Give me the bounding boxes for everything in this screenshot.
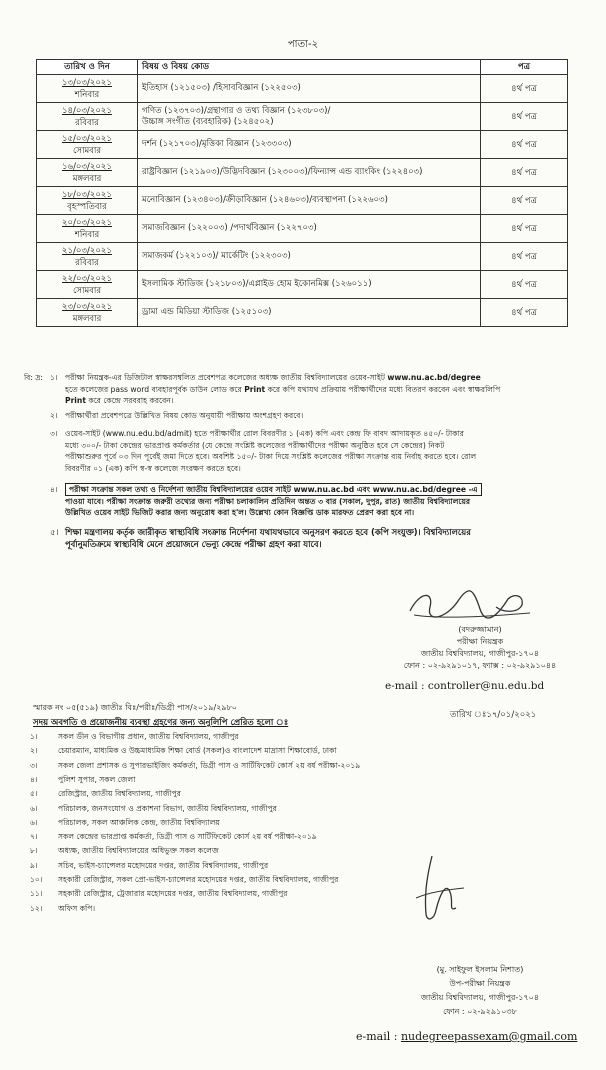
- row-date: ১৪/০৩/২০২১ রবিবার: [37, 103, 138, 131]
- note-text: পরীক্ষা নিয়ন্ত্রক-এর ডিজিটাল স্বাক্ষরসম্বলিত প্রবেশপত্র কলেজের অধ্যক্ষ জাতীয় বিশ্ববিদ্যালয়ের ওয়েব-সাইট www.nu.ac.bd/degree হতে কলেজের pass word ব্যবহারপূর্বক ডাউন লোড করে Print করে কপি যথাযথ প্রক্রিয়ায় পরীক্ষার্থীদের মধ্যে বিতরণ করবেন এবং স্বাক্ষরলিপি Print করে কেন্দ্রে সরবরাহ করবেন।: [65, 373, 501, 405]
- row-paper: ৪র্থ পত্র: [481, 159, 568, 187]
- table-row: [37, 131, 568, 159]
- row-subject: মনোবিজ্ঞান (১২৩৪০৩)/ক্রীড়াবিজ্ঞান (১২৪৬০৩)/ব্যবস্থাপনা (১২২৬০৩): [138, 187, 481, 215]
- list-item-number: ৬।: [30, 817, 38, 827]
- row-paper: ৪র্থ পত্র: [481, 103, 568, 131]
- row-subject: সমাজবিজ্ঞান (১২২০০৩) /পদার্থবিজ্ঞান (১২২৭০৩): [138, 215, 481, 243]
- list-item-text: সহকারী রেজিস্ট্রার, সকল প্রো-ভাইস-চ্যান্সেলর মহোদয়ের দপ্তর, জাতীয় বিশ্ববিদ্যালয়, গাজীপুর: [58, 875, 339, 884]
- row-subject: সমাজকর্ম (১২২১০৩)/ মার্কেটিং (১২২৩০৩): [138, 243, 481, 271]
- row-paper: ৪র্থ পত্র: [481, 243, 568, 271]
- forward-heading: সদয় অবগতি ও প্রয়োজনীয় ব্যবস্থা গ্রহণের জন্য অনুলিপি প্রেরিত হলো ঃ: [33, 718, 289, 728]
- table-row: [37, 75, 568, 103]
- row-paper: ৪র্থ পত্র: [481, 299, 568, 327]
- list-item: [30, 731, 550, 745]
- exam-email-link[interactable]: nudegreepassexam@gmail.com: [400, 1030, 578, 1043]
- list-item-number: ২।: [30, 746, 38, 756]
- list-item-text: রেজিস্ট্রার, জাতীয় বিশ্ববিদ্যালয়, গাজীপুর: [58, 789, 181, 799]
- list-item: [30, 774, 550, 788]
- signatory-2-name: (মু. সাইফুল ইসলাম নিশাত): [436, 965, 524, 974]
- table-header-row: [37, 60, 568, 75]
- signatory-1-phone: ফোন : ০২-৯২৯১০১৭, ফ্যাক্স : ০২-৯২৯১০৪৪: [403, 661, 557, 670]
- list-item-number: ৪।: [30, 774, 38, 784]
- list-item-text: সহকারী রেজিস্ট্রার, ট্রেজারার মহোদয়ের দপ্তর, জাতীয় বিশ্ববিদ্যালয়, গাজীপুর: [58, 889, 288, 899]
- row-paper: ৪র্থ পত্র: [481, 75, 568, 103]
- row-date: ২৩/০৩/২০২১ মঙ্গলবার: [37, 299, 138, 327]
- signatory-2-phone: ফোন : ০২-৯২৯১০৩৮: [443, 1007, 517, 1016]
- signatory-1-email: e-mail : controller@nu.edu.bd: [385, 680, 545, 692]
- row-subject: ইসলামিক স্টাডিজ (১২১৮০৩)/এপ্লাইড হোম ইকোনমিক্স (১২৬০১১): [138, 271, 481, 299]
- table-row: [37, 215, 568, 243]
- note-number: ১।: [50, 373, 58, 382]
- row-date: ১৬/০৩/২০২১ মঙ্গলবার: [37, 159, 138, 187]
- list-item-text: চেয়ারম্যান, মাধ্যমিক ও উচ্চমাধ্যমিক শিক্ষা বোর্ড (সকল)ও বাংলাদেশ মাদ্রাসা শিক্ষাবোর্ড, ঢাকা: [58, 746, 337, 756]
- list-item-number: ৫।: [30, 789, 38, 799]
- row-paper: ৪র্থ পত্র: [481, 131, 568, 159]
- list-item-number: ৬।: [30, 803, 38, 813]
- memo-reference: স্মারক নং ০৫(৫১৯) জাতীঃ বিঃ/পরীঃ/ডিগ্রী পাস/২০১৯/২৯৮০: [33, 703, 237, 712]
- list-item-number: ১২।: [30, 903, 43, 913]
- signatory-1-name: (বদরুজ্জামান): [458, 625, 502, 634]
- table-body: [37, 75, 568, 327]
- signatory-1-org: জাতীয় বিশ্ববিদ্যালয়, গাজীপুর-১৭০৪: [420, 649, 540, 658]
- table-row: [37, 299, 568, 327]
- list-item-text: সকল কেন্দ্রের ভারপ্রাপ্ত কর্মকর্তা, ডিগ্রী পাস ও সার্টিফিকেট কোর্স ২য় বর্ষ পরীক্ষা-২০১৯: [58, 832, 317, 842]
- list-item: [30, 817, 550, 831]
- list-item-number: ১১।: [30, 889, 43, 899]
- row-paper: ৪র্থ পত্র: [481, 271, 568, 299]
- list-item-text: সচিব, ভাইস-চ্যান্সেলর মহোদয়ের দপ্তর, জাতীয় বিশ্ববিদ্যালয়, গাজীপুর: [58, 860, 269, 870]
- row-paper: ৪র্থ পত্র: [481, 187, 568, 215]
- list-item-text: সকল ডীন ও বিভাগীয় প্রধান, জাতীয় বিশ্ববিদ্যালয়, গাজীপুর: [58, 732, 239, 741]
- list-item: [30, 745, 550, 759]
- list-item-text: অধ্যক্ষ, জাতীয় বিশ্ববিদ্যালয়ের অধিভুক্ত সকল কলেজ: [58, 846, 219, 856]
- row-date: ১৩/০৩/২০২১ শনিবার: [37, 75, 138, 103]
- list-item: [30, 874, 550, 888]
- list-item-number: ১০।: [30, 875, 43, 884]
- list-item: [30, 788, 550, 802]
- controller-signature: [400, 585, 540, 625]
- signatory-2: [380, 963, 580, 1019]
- row-paper: ৪র্থ পত্র: [481, 215, 568, 243]
- list-item: [30, 860, 550, 874]
- table-row: [37, 159, 568, 187]
- signatory-1: [380, 624, 580, 672]
- table-row: [37, 103, 568, 131]
- row-subject: দর্শন (১২১৭০৩)/মৃত্তিকা বিজ্ঞান (১২৩৩০৩): [138, 131, 481, 159]
- row-date: ২০/০৩/২০২১ শনিবার: [37, 215, 138, 243]
- list-item: [30, 888, 550, 902]
- exam-schedule-table: [36, 59, 568, 327]
- list-item: [30, 760, 550, 774]
- list-item-text: পরিচালক, জনসংযোগ ও প্রকাশনা বিভাগ, জাতীয় বিশ্ববিদ্যালয়, গাজীপুর: [58, 803, 277, 813]
- row-date: ১৮/০৩/২০২১ বৃহস্পতিবার: [37, 187, 138, 215]
- list-item-text: সকল জেলা প্রশাসক ও সুপারভাইজিং কর্মকর্তা, ডিগ্রী পাস ও সার্টিফিকেট কোর্স ২য় বর্ষ পরীক্ষা-২০১৯: [58, 760, 361, 770]
- row-subject: ড্রামা এন্ড মিডিয়া স্টাডিজ (১২৫১০৩): [138, 299, 481, 327]
- header-paper: পত্র: [481, 60, 568, 75]
- table-row: [37, 187, 568, 215]
- signatory-2-org: জাতীয় বিশ্ববিদ্যালয়, গাজীপুর-১৭০৪: [420, 993, 540, 1002]
- list-item: [30, 845, 550, 859]
- deputy-controller-signature: [410, 852, 470, 927]
- row-date: ২২/০৩/২০২১ সোমবার: [37, 271, 138, 299]
- notes-heading: বি: দ্র:: [24, 373, 43, 382]
- list-item: [30, 803, 550, 817]
- row-date: ১৫/০৩/২০২১ সোমবার: [37, 131, 138, 159]
- document-page: পাতা-২ তারিখ ও দিন বিষয় ও বিষয় কোড পত্র ১৩/০৩/২০২১ শনিবার ইতিহাস (১২১৫০৩) /হিসাববিজ্ঞান (১২২৫০৩) ৪র্থ পত্র ১৪/০৩/২০২১ রবিবার গণিত (১২৩৭০৩)/গ্রন্থাগার ও তথ্য বিজ্ঞান (১২৩৮০৩)/ উচ্চাঙ্গ সংগীত (ব্যবহারিক) (১২৪৫০২) ৪র্থ পত্র ১৫/০৩/২০২১ সোমবার দর্শন (১২১৭০৩)/মৃত্তিকা বিজ্ঞান (১২৩৩০৩) ৪র্থ পত্র ১৬/০৩/২০২১ মঙ্গলবার রাষ্ট্রবিজ্ঞান (১২১৯০৩)/উদ্ভিদবিজ্ঞান (১২৩০০৩)/ফিন্যান্স এন্ড ব্যাংকিং (১২২৪০৩) ৪র্থ পত্র ১৮/০৩/২০২১ বৃহস্পতিবার মনোবিজ্ঞান (১২৩৪০৩)/ক্রীড়াবিজ্ঞান (১২৪৬০৩)/ব্যবস্থাপনা (১২২৬০৩) ৪র্থ পত্র ২০/০৩/২০২১ শনিবার সমাজবিজ্ঞান (১২২০০৩) /পদার্থবিজ্ঞান (১২২৭০৩) ৪র্থ পত্র ২১/০৩/২০২১ রবিবার সমাজকর্ম (১২২১০৩)/ মার্কেটিং (১২২৩০৩) ৪র্থ পত্র ২২/০৩/২০২১ সোমবার ইসলামিক স্টাডিজ (১২১৮০৩)/এপ্লাইড হোম ইকোনমিক্স (১২৬০১১) ৪র্থ পত্র ২৩/০৩/২০২১ মঙ্গলবার ড্রামা এন্ড মিডিয়া স্টাডিজ (১২৫১০৩) ৪র্থ পত্র বি: দ্র: ১। পরীক্ষা নিয়ন্ত্রক-এর ডিজিটাল স্বাক্ষরসম্বলিত প্রবেশপত্র কলেজের অধ্যক্ষ জাতীয় বিশ্ববিদ্যালয়ের ওয়েব-সাইট www.nu.ac.bd/degree হতে কলেজের pass word ব্যবহারপূর্বক ডাউন লোড করে Print করে কপি যথাযথ প্রক্রিয়ায় পরীক্ষার্থীদের মধ্যে বিতরণ করবেন এবং স্বাক্ষরলিপি Print করে কেন্দ্রে সরবরাহ করবেন। ২। পরীক্ষার্থীরা প্রবেশপত্রে উল্লিখিত বিষয় কোড অনুযায়ী পরীক্ষায় অংশগ্রহণ করবে। ৩। ওয়েব-সাইট (www.nu.edu.bd/admit) হতে পরীক্ষার্থীর রোল বিবরণীর ১ (এক) কপি এবং কেন্দ্র ফি বাবদ আদায়কৃত ৪৫০/- টাকার মধ্যে ৩০০/- টাকা কেন্দ্রের ভারপ্রাপ্ত কর্মকর্তার (যে কেন্দ্রে সংশ্লিষ্ট কলেজের পরীক্ষার্থীদের পরীক্ষা অনুষ্ঠিত হবে সে কেন্দ্রের) নিকট পরীক্ষাশুরুর পূর্বে ০৩ দিন পূর্বেই জমা দিতে হবে। অবশিষ্ট ১৫০/- টাকা দিয়ে সংশ্লিষ্ট কলেজের পরীক্ষা সংক্রান্ত ব্যয় নির্বাহ করতে হবে। রোল বিবরণীর ০১ (এক) কপি স্ব-স্ব কলেজে সংরক্ষণ করতে হবে। ৪। পরীক্ষা সংক্রান্ত সকল তথ্য ও নির্দেশনা জাতীয় বিশ্ববিদ্যালয়ের ওয়েব সাইট www.nu.ac.bd এবং www.nu.ac.bd/degree -এ পাওয়া যাবে। পরীক্ষা সংক্রান্ত জরুরী তথ্যের জন্য পরীক্ষা চলাকালিন প্রতিদিন অন্তত ৩ বার (সকাল, দুপুর, রাত) জাতীয় বিশ্ববিদ্যালয়ের উল্লিখিত ওয়েব সাইট ভিজিট করার জন্য অনুরোধ করা হ'ল। উল্লেখ্য কোন বিজ্ঞপ্তি ডাক মারফত প্রেরণ করা হবে না। ৫। শিক্ষা মন্ত্রণালয় কর্তৃক জারীকৃত স্বাস্থ্যবিধি সংক্রান্ত নির্দেশনা যথাযথভাবে অনুসরণ করতে হবে (কপি সংযুক্ত)। বিশ্ববিদ্যালয়ের পূর্বানুমতিক্রমে স্বাস্থ্যবিধি মেনে প্রয়োজনে ভেন্যু কেন্দ্রে পরীক্ষা গ্রহণ করা যাবে। (বদরুজ্জামান) পরীক্ষা নিয়ন্ত্রক জাতীয় বিশ্ববিদ্যালয়, গাজীপুর-১৭০৪ ফোন : ০২-৯২৯১০১৭, ফ্যাক্স : ০২-৯২৯১০৪৪ e-mail : controller@nu.edu.bd স্মারক নং ০৫(৫১৯) জাতীঃ বিঃ/পরীঃ/ডিগ্রী পাস/২০১৯/২৯৮০ তারিখ ঃ১৭/০১/২০২১ সদয় অবগতি ও প্রয়োজনীয় ব্যবস্থা গ্রহণের জন্য অনুলিপি প্রেরিত হলো ঃ ১। সকল ডীন ও বিভাগীয় প্রধান, জাতীয় বিশ্ববিদ্যালয়, গাজীপুর ২। চেয়ারম্যান, মাধ্যমিক ও উচ্চমাধ্যমিক শিক্ষা বোর্ড (সকল)ও বাংলাদেশ মাদ্রাসা শিক্ষাবোর্ড, ঢাকা ৩। সকল জেলা প্রশাসক ও সুপারভাইজিং কর্মকর্তা, ডিগ্রী পাস ও সার্টিফিকেট কোর্স ২য় বর্ষ পরীক্ষা-২০১৯ ৪। পুলিশ সুপার, সকল জেলা ৫। রেজিস্ট্রার, জাতীয় বিশ্ববিদ্যালয়, গাজীপুর ৬। পরিচালক, জনসংযোগ ও প্রকাশনা বিভাগ, জাতীয় বিশ্ববিদ্যালয়, গাজীপুর ৬। পরিচালক, সকল আঞ্চলিক কেন্দ্র, জাতীয় বিশ্ববিদ্যালয় ৭। সকল কেন্দ্রের ভারপ্রাপ্ত কর্মকর্তা, ডিগ্রী পাস ও সার্টিফিকেট কোর্স ২য় বর্ষ পরীক্ষা-২০১৯ ৮। অধ্যক্ষ, জাতীয় বিশ্ববিদ্যালয়ের অধিভুক্ত সকল কলেজ ৯। সচিব, ভাইস-চ্যান্সেলর মহোদয়ের দপ্তর, জাতীয় বিশ্ববিদ্যালয়, গাজীপুর ১০। সহকারী রেজিস্ট্রার, সকল প্রো-ভাইস-চ্যান্সেলর মহোদয়ের দপ্তর, জাতীয় বিশ্ববিদ্যালয়, গাজীপুর ১১। সহকারী রেজিস্ট্রার, ট্রেজারার মহোদয়ের দপ্তর, জাতীয় বিশ্ববিদ্যালয়, গাজীপুর ১২। অফিস কপি। (মু. সাইফুল ইসলাম নিশাত) উপ-পরীক্ষা নিয়ন্ত্রক জাতীয় বিশ্ববিদ্যালয়, গাজীপুর-১৭০৪ ফোন : ০২-৯২৯১০৩৮ e-mail : nudegreepassexam@gmail.com: [0, 0, 606, 1070]
- row-date: ২১/০৩/২০২১ রবিবার: [37, 243, 138, 271]
- list-item: [30, 903, 550, 917]
- list-item-number: ৩।: [30, 760, 38, 770]
- list-item-number: ১।: [30, 732, 38, 741]
- list-item-number: ৭।: [30, 832, 38, 842]
- table-row: [37, 271, 568, 299]
- list-item-text: অফিস কপি।: [58, 903, 96, 913]
- signatory-2-email: e-mail : nudegreepassexam@gmail.com: [356, 1030, 578, 1043]
- degree-url: www.nu.ac.bd/degree: [387, 373, 481, 382]
- list-item: [30, 831, 550, 845]
- signatory-1-title: পরীক্ষা নিয়ন্ত্রক: [456, 637, 504, 646]
- page-number: পাতা-২: [287, 39, 319, 50]
- header-date: তারিখ ও দিন: [37, 60, 138, 75]
- list-item-text: পরিচালক, সকল আঞ্চলিক কেন্দ্র, জাতীয় বিশ্ববিদ্যালয়: [58, 817, 220, 827]
- list-item-number: ৮।: [30, 846, 38, 856]
- row-subject: রাষ্ট্রবিজ্ঞান (১২১৯০৩)/উদ্ভিদবিজ্ঞান (১২৩০০৩)/ফিন্যান্স এন্ড ব্যাংকিং (১২২৪০৩): [138, 159, 481, 187]
- list-item-number: ৯।: [30, 860, 38, 870]
- header-subject: বিষয় ও বিষয় কোড: [138, 60, 481, 75]
- row-subject: ইতিহাস (১২১৫০৩) /হিসাববিজ্ঞান (১২২৫০৩): [138, 75, 481, 103]
- row-subject: গণিত (১২৩৭০৩)/গ্রন্থাগার ও তথ্য বিজ্ঞান (১২৩৮০৩)/ উচ্চাঙ্গ সংগীত (ব্যবহারিক) (১২৪৫০২): [138, 103, 481, 131]
- table-row: [37, 243, 568, 271]
- list-item-text: পুলিশ সুপার, সকল জেলা: [58, 774, 136, 784]
- signatory-2-title: উপ-পরীক্ষা নিয়ন্ত্রক: [449, 979, 511, 988]
- memo-date: তারিখ ঃ১৭/০১/২০২১: [450, 710, 537, 720]
